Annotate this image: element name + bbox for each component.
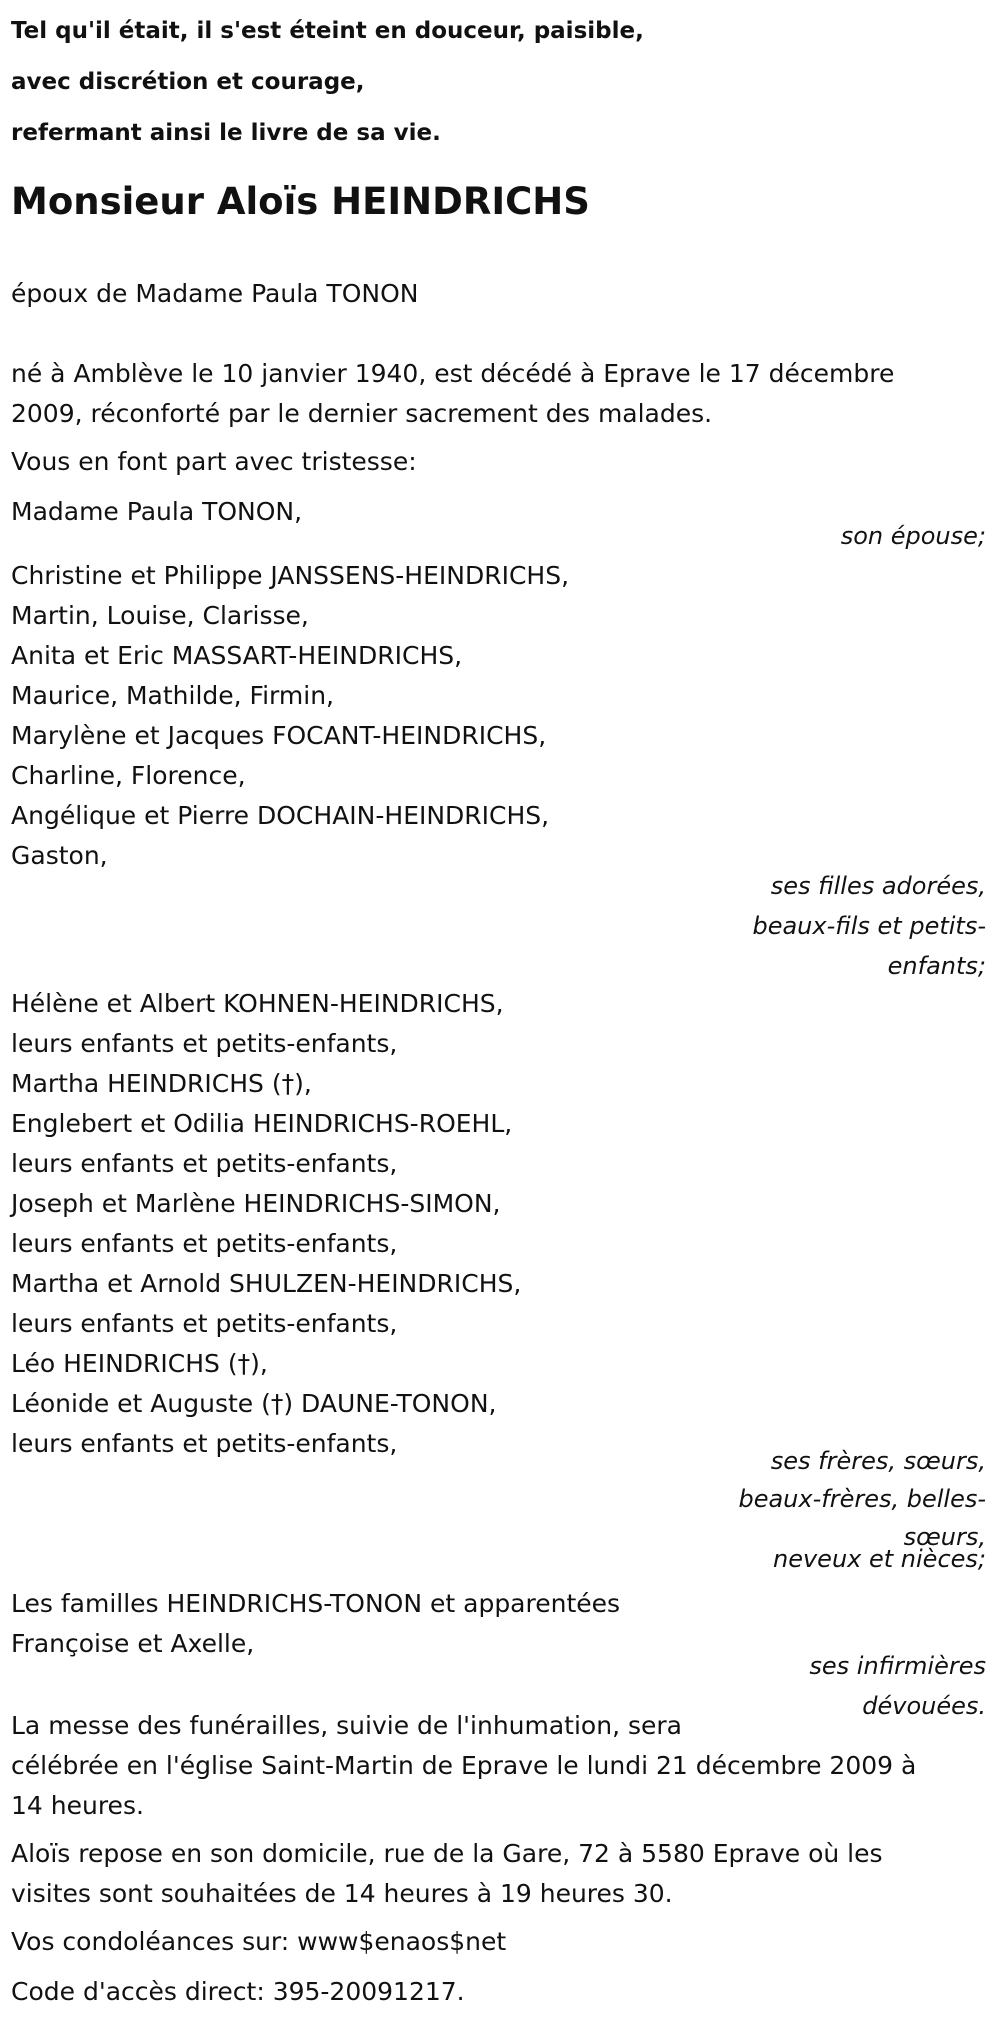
relation-line: dévouées. — [862, 1692, 986, 1720]
family-line: Marylène et Jacques FOCANT-HEINDRICHS, — [11, 721, 547, 750]
family-line: Hélène et Albert KOHNEN-HEINDRICHS, — [11, 989, 504, 1018]
family-line: leurs enfants et petits-enfants, — [11, 1309, 398, 1338]
family-line: leurs enfants et petits-enfants, — [11, 1149, 398, 1178]
relation-line: beaux-fils et petits- — [752, 912, 986, 940]
family-line: leurs enfants et petits-enfants, — [11, 1229, 398, 1258]
family-line: Englebert et Odilia HEINDRICHS-ROEHL, — [11, 1109, 513, 1138]
relation-line: sœurs, — [903, 1523, 986, 1551]
family-line: Martin, Louise, Clarisse, — [11, 601, 309, 630]
intro-line: Tel qu'il était, il s'est éteint en douceur, paisible, — [11, 18, 644, 44]
spouse-relation: son épouse; — [840, 522, 986, 550]
family-line: Charline, Florence, — [11, 761, 246, 790]
text-line: 14 heures. — [11, 1791, 144, 1820]
family-line: leurs enfants et petits-enfants, — [11, 1429, 398, 1458]
family-line: Madame Paula TONON, — [11, 497, 303, 526]
family-line: Anita et Eric MASSART-HEINDRICHS, — [11, 641, 463, 670]
siblings-relation — [686, 1442, 986, 1578]
intro-text — [11, 6, 644, 159]
daughters-relation — [686, 866, 986, 986]
relation-line: ses frères, sœurs, — [770, 1447, 986, 1475]
announce-text: Vous en font part avec tristesse: — [11, 447, 417, 476]
relation-line: beaux-frères, belles- — [738, 1485, 986, 1513]
family-line: Christine et Philippe JANSSENS-HEINDRICHS, — [11, 561, 570, 590]
family-line: Les familles HEINDRICHS-TONON et apparentées — [11, 1589, 621, 1618]
text-line: né à Amblève le 10 janvier 1940, est décédé à Eprave le 17 décembre — [11, 359, 895, 388]
intro-line: refermant ainsi le livre de sa vie. — [11, 120, 441, 146]
family-line: Martha et Arnold SHULZEN-HEINDRICHS, — [11, 1269, 522, 1298]
spouse-group — [11, 492, 302, 532]
family-line: Maurice, Mathilde, Firmin, — [11, 681, 334, 710]
text-line: 2009, réconforté par le dernier sacrement des malades. — [11, 399, 713, 428]
text-line: célébrée en l'église Saint-Martin de Eprave le lundi 21 décembre 2009 à — [11, 1751, 917, 1780]
rest-text — [11, 1834, 883, 1914]
family-line: Léo HEINDRICHS (†), — [11, 1349, 268, 1378]
deceased-name: Monsieur Aloïs HEINDRICHS — [11, 180, 590, 223]
spouse-line: époux de Madame Paula TONON — [11, 279, 419, 308]
relation-line: neveux et nièces; — [773, 1545, 986, 1573]
family-line: Martha HEINDRICHS (†), — [11, 1069, 312, 1098]
family-line: Angélique et Pierre DOCHAIN-HEINDRICHS, — [11, 801, 550, 830]
funeral-text — [11, 1706, 916, 1826]
intro-line: avec discrétion et courage, — [11, 69, 365, 95]
siblings-group — [11, 984, 521, 1464]
family-group — [11, 1584, 620, 1664]
relation-line: ses infirmières — [809, 1652, 986, 1680]
family-line: Joseph et Marlène HEINDRICHS-SIMON, — [11, 1189, 501, 1218]
text-line: Aloïs repose en son domicile, rue de la Gare, 72 à 5580 Eprave où les — [11, 1839, 883, 1868]
family-line: Gaston, — [11, 841, 108, 870]
text-line: La messe des funérailles, suivie de l'inhumation, sera — [11, 1711, 682, 1740]
birth-death-text — [11, 354, 894, 434]
daughters-group — [11, 556, 569, 876]
access-code-text: Code d'accès direct: 395-20091217. — [11, 1977, 465, 2006]
relation-line: ses filles adorées, — [770, 872, 986, 900]
relation-line: enfants; — [887, 952, 986, 980]
family-line: Françoise et Axelle, — [11, 1629, 255, 1658]
family-line: leurs enfants et petits-enfants, — [11, 1029, 398, 1058]
text-line: visites sont souhaitées de 14 heures à 19 heures 30. — [11, 1879, 673, 1908]
family-line: Léonide et Auguste (†) DAUNE-TONON, — [11, 1389, 497, 1418]
condolences-text: Vos condoléances sur: www$enaos$net — [11, 1927, 507, 1956]
